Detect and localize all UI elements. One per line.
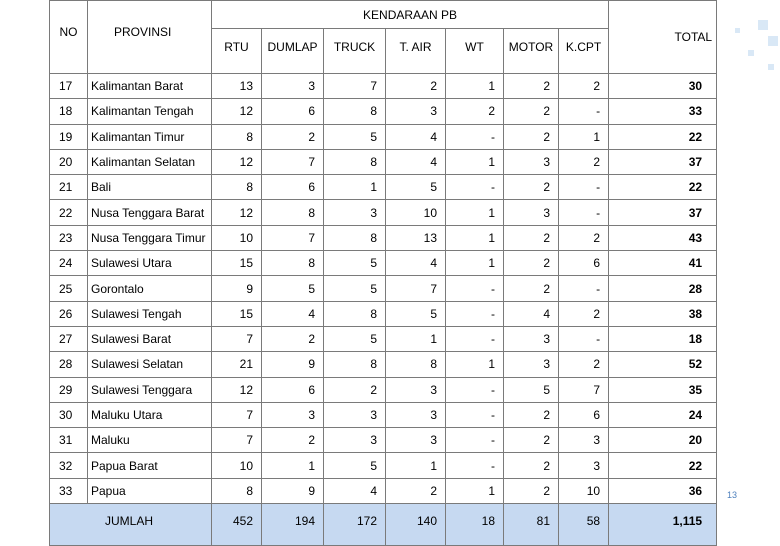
- row-value: 2: [504, 428, 559, 453]
- row-value: 2: [504, 175, 559, 200]
- jumlah-value: 18: [446, 504, 504, 546]
- row-value: 4: [386, 149, 446, 174]
- row-value: 3: [262, 74, 324, 99]
- row-value: 12: [212, 149, 262, 174]
- table-row: [50, 175, 717, 200]
- row-value: 2: [559, 74, 609, 99]
- row-value: 1: [386, 326, 446, 351]
- header-col-rtu: RTU: [212, 29, 262, 74]
- row-value: 10: [386, 200, 446, 225]
- row-value: 2: [446, 99, 504, 124]
- row-value: 2: [504, 251, 559, 276]
- row-value: 2: [262, 326, 324, 351]
- corner-decoration: [710, 0, 780, 540]
- row-value: 7: [212, 326, 262, 351]
- jumlah-value: 452: [212, 504, 262, 546]
- row-value: 7: [212, 402, 262, 427]
- row-value: 6: [559, 402, 609, 427]
- table-row: [50, 124, 717, 149]
- row-no: 21: [50, 175, 88, 200]
- row-no: 23: [50, 225, 88, 250]
- jumlah-value: 194: [262, 504, 324, 546]
- row-provinsi: Kalimantan Selatan: [88, 149, 212, 174]
- row-value: 3: [262, 402, 324, 427]
- row-provinsi: Kalimantan Tengah: [88, 99, 212, 124]
- row-value: 6: [262, 99, 324, 124]
- row-value: 6: [262, 377, 324, 402]
- deco-square: [768, 36, 778, 46]
- table-row: [50, 99, 717, 124]
- row-total: 28: [609, 276, 717, 301]
- row-value: 8: [324, 301, 386, 326]
- row-no: 18: [50, 99, 88, 124]
- row-value: 8: [262, 200, 324, 225]
- row-value: -: [446, 301, 504, 326]
- header-no: NO: [50, 1, 88, 74]
- header-col-wt: WT: [446, 29, 504, 74]
- row-provinsi: Sulawesi Barat: [88, 326, 212, 351]
- row-total: 38: [609, 301, 717, 326]
- row-value: -: [446, 124, 504, 149]
- row-value: 8: [324, 99, 386, 124]
- row-value: 8: [386, 352, 446, 377]
- row-no: 25: [50, 276, 88, 301]
- row-value: 5: [504, 377, 559, 402]
- row-no: 29: [50, 377, 88, 402]
- row-value: 2: [504, 276, 559, 301]
- row-value: -: [446, 276, 504, 301]
- row-total: 24: [609, 402, 717, 427]
- table-row: [50, 428, 717, 453]
- jumlah-value: 58: [559, 504, 609, 546]
- table-row: [50, 74, 717, 99]
- deco-square: [735, 28, 740, 33]
- jumlah-label: JUMLAH: [50, 504, 212, 546]
- row-provinsi: Papua Barat: [88, 453, 212, 478]
- row-value: 1: [559, 124, 609, 149]
- row-value: 12: [212, 99, 262, 124]
- row-value: 2: [504, 74, 559, 99]
- row-value: 2: [504, 124, 559, 149]
- header-total: TOTAL: [609, 1, 717, 74]
- row-value: 3: [559, 428, 609, 453]
- jumlah-total: 1,115: [609, 504, 717, 546]
- row-value: 15: [212, 251, 262, 276]
- row-value: 3: [559, 453, 609, 478]
- row-value: 1: [446, 352, 504, 377]
- row-value: 12: [212, 200, 262, 225]
- row-value: 2: [559, 352, 609, 377]
- row-value: 2: [262, 428, 324, 453]
- row-value: 7: [262, 149, 324, 174]
- row-value: 1: [386, 453, 446, 478]
- row-value: -: [446, 428, 504, 453]
- row-value: 3: [386, 428, 446, 453]
- table-row: [50, 326, 717, 351]
- header-col-motor: MOTOR: [504, 29, 559, 74]
- row-value: -: [559, 99, 609, 124]
- row-no: 28: [50, 352, 88, 377]
- row-value: 2: [504, 453, 559, 478]
- row-no: 27: [50, 326, 88, 351]
- row-provinsi: Sulawesi Utara: [88, 251, 212, 276]
- row-value: 2: [559, 225, 609, 250]
- row-value: 2: [324, 377, 386, 402]
- row-value: -: [446, 453, 504, 478]
- row-value: 6: [262, 175, 324, 200]
- row-provinsi: Kalimantan Barat: [88, 74, 212, 99]
- header-col-truck: TRUCK: [324, 29, 386, 74]
- row-value: 4: [262, 301, 324, 326]
- header-row-top: [50, 1, 717, 29]
- row-value: -: [446, 402, 504, 427]
- row-value: 2: [504, 478, 559, 503]
- row-value: 2: [386, 74, 446, 99]
- row-no: 31: [50, 428, 88, 453]
- table-row: [50, 225, 717, 250]
- row-value: 3: [504, 326, 559, 351]
- row-value: 9: [212, 276, 262, 301]
- row-value: 3: [386, 402, 446, 427]
- row-value: 12: [212, 377, 262, 402]
- row-provinsi: Nusa Tenggara Timur: [88, 225, 212, 250]
- row-total: 33: [609, 99, 717, 124]
- row-value: 5: [324, 251, 386, 276]
- row-value: 7: [559, 377, 609, 402]
- row-value: 9: [262, 478, 324, 503]
- table-row: [50, 453, 717, 478]
- row-value: 1: [446, 74, 504, 99]
- row-value: 1: [324, 175, 386, 200]
- jumlah-value: 140: [386, 504, 446, 546]
- row-provinsi: Maluku: [88, 428, 212, 453]
- row-value: 3: [386, 377, 446, 402]
- row-no: 22: [50, 200, 88, 225]
- row-provinsi: Sulawesi Selatan: [88, 352, 212, 377]
- jumlah-row: [50, 504, 717, 546]
- row-value: 2: [559, 149, 609, 174]
- row-value: 8: [324, 225, 386, 250]
- row-total: 22: [609, 175, 717, 200]
- row-total: 37: [609, 149, 717, 174]
- row-value: 2: [386, 478, 446, 503]
- kendaraan-table: [49, 0, 717, 546]
- row-no: 24: [50, 251, 88, 276]
- row-value: 5: [324, 453, 386, 478]
- row-value: 1: [446, 478, 504, 503]
- row-value: 2: [262, 124, 324, 149]
- header-provinsi: PROVINSI: [88, 1, 212, 74]
- row-provinsi: Maluku Utara: [88, 402, 212, 427]
- row-value: 4: [386, 251, 446, 276]
- jumlah-value: 172: [324, 504, 386, 546]
- row-value: 7: [262, 225, 324, 250]
- row-total: 20: [609, 428, 717, 453]
- row-value: 5: [324, 276, 386, 301]
- row-value: 7: [212, 428, 262, 453]
- row-total: 52: [609, 352, 717, 377]
- row-value: -: [559, 175, 609, 200]
- row-provinsi: Nusa Tenggara Barat: [88, 200, 212, 225]
- row-value: 5: [386, 301, 446, 326]
- header-col-k-cpt: K.CPT: [559, 29, 609, 74]
- row-value: 10: [212, 453, 262, 478]
- table-row: [50, 251, 717, 276]
- row-total: 41: [609, 251, 717, 276]
- row-total: 43: [609, 225, 717, 250]
- row-value: 3: [324, 200, 386, 225]
- jumlah-value: 81: [504, 504, 559, 546]
- row-value: -: [559, 276, 609, 301]
- row-value: 8: [262, 251, 324, 276]
- row-provinsi: Sulawesi Tengah: [88, 301, 212, 326]
- row-value: 2: [559, 301, 609, 326]
- table-row: [50, 478, 717, 503]
- row-total: 30: [609, 74, 717, 99]
- row-value: 8: [212, 124, 262, 149]
- row-no: 20: [50, 149, 88, 174]
- row-total: 35: [609, 377, 717, 402]
- row-provinsi: Papua: [88, 478, 212, 503]
- row-value: -: [559, 200, 609, 225]
- row-value: 7: [324, 74, 386, 99]
- row-value: 5: [324, 124, 386, 149]
- row-value: 3: [504, 352, 559, 377]
- row-value: 4: [504, 301, 559, 326]
- row-value: 4: [386, 124, 446, 149]
- row-total: 18: [609, 326, 717, 351]
- row-total: 36: [609, 478, 717, 503]
- row-value: -: [446, 175, 504, 200]
- header-col-t-air: T. AIR: [386, 29, 446, 74]
- row-value: 3: [504, 149, 559, 174]
- row-value: 1: [262, 453, 324, 478]
- row-value: 8: [212, 175, 262, 200]
- row-value: 1: [446, 149, 504, 174]
- table-row: [50, 402, 717, 427]
- row-value: 1: [446, 251, 504, 276]
- row-value: 3: [324, 428, 386, 453]
- row-no: 17: [50, 74, 88, 99]
- header-col-dumlap: DUMLAP: [262, 29, 324, 74]
- row-value: 13: [386, 225, 446, 250]
- row-provinsi: Gorontalo: [88, 276, 212, 301]
- row-no: 33: [50, 478, 88, 503]
- row-value: -: [446, 326, 504, 351]
- row-value: 10: [559, 478, 609, 503]
- deco-square: [748, 50, 754, 56]
- table-row: [50, 301, 717, 326]
- row-value: -: [559, 326, 609, 351]
- row-value: 5: [386, 175, 446, 200]
- row-value: 3: [386, 99, 446, 124]
- row-value: 1: [446, 200, 504, 225]
- page-number: 13: [727, 490, 738, 500]
- row-value: 5: [324, 326, 386, 351]
- table-row: [50, 377, 717, 402]
- row-value: -: [446, 377, 504, 402]
- row-value: 2: [504, 99, 559, 124]
- row-value: 1: [446, 225, 504, 250]
- deco-square: [758, 20, 768, 30]
- row-no: 32: [50, 453, 88, 478]
- row-no: 26: [50, 301, 88, 326]
- row-total: 37: [609, 200, 717, 225]
- row-value: 9: [262, 352, 324, 377]
- row-provinsi: Sulawesi Tenggara: [88, 377, 212, 402]
- table-row: [50, 200, 717, 225]
- table-row: [50, 276, 717, 301]
- row-value: 15: [212, 301, 262, 326]
- row-total: 22: [609, 124, 717, 149]
- row-no: 19: [50, 124, 88, 149]
- row-value: 2: [504, 402, 559, 427]
- row-value: 6: [559, 251, 609, 276]
- row-value: 2: [504, 225, 559, 250]
- row-value: 7: [386, 276, 446, 301]
- row-no: 30: [50, 402, 88, 427]
- row-value: 3: [504, 200, 559, 225]
- row-value: 21: [212, 352, 262, 377]
- table-row: [50, 352, 717, 377]
- row-value: 10: [212, 225, 262, 250]
- table-row: [50, 149, 717, 174]
- row-total: 22: [609, 453, 717, 478]
- row-value: 5: [262, 276, 324, 301]
- row-value: 4: [324, 478, 386, 503]
- header-kendaraan-pb: KENDARAAN PB: [212, 1, 609, 29]
- deco-square: [768, 64, 774, 70]
- row-value: 8: [324, 149, 386, 174]
- row-value: 13: [212, 74, 262, 99]
- row-provinsi: Bali: [88, 175, 212, 200]
- row-value: 3: [324, 402, 386, 427]
- row-value: 8: [212, 478, 262, 503]
- row-value: 8: [324, 352, 386, 377]
- row-provinsi: Kalimantan Timur: [88, 124, 212, 149]
